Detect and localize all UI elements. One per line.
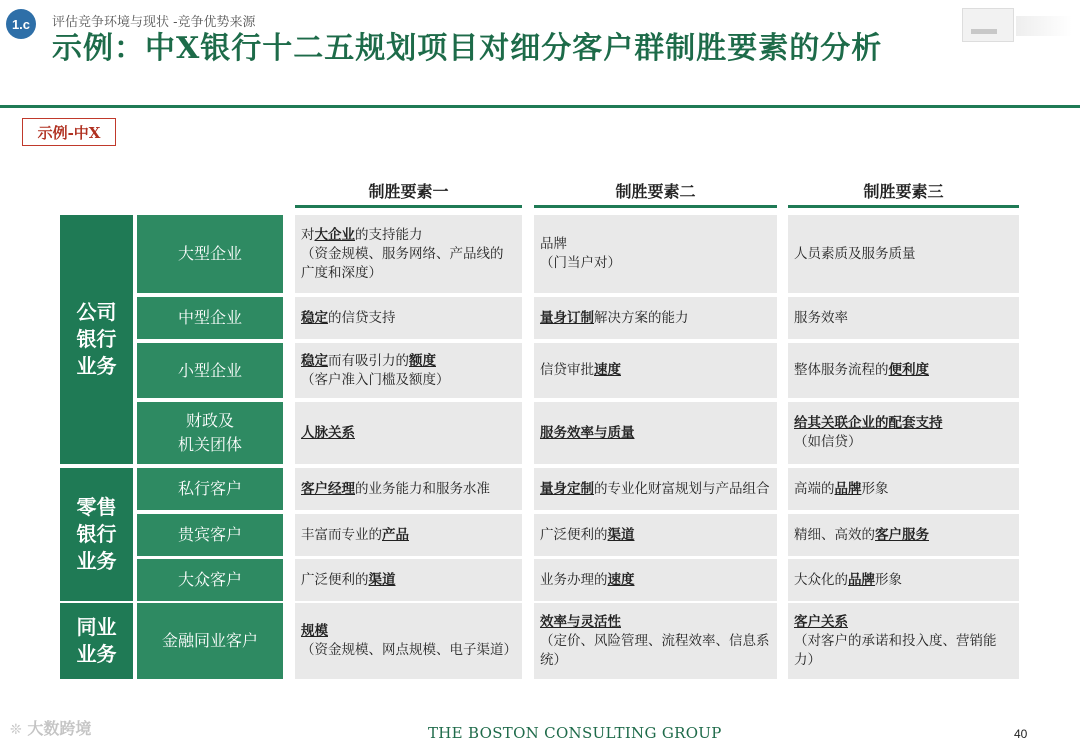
factor-cell xyxy=(295,603,522,679)
cell-text: 的信贷支持 xyxy=(328,309,396,326)
example-tag: 示例-中X xyxy=(22,118,116,146)
cell-text: 整体服务流程的 xyxy=(794,362,889,378)
detail-text: （如信贷） xyxy=(794,434,862,450)
key-term: 品牌 xyxy=(834,480,862,497)
factor-cell xyxy=(534,514,777,556)
key-term: 稳定 xyxy=(301,352,328,369)
factor-cell xyxy=(534,343,777,398)
key-term: 渠道 xyxy=(368,571,396,588)
segment-label: 大型企业 xyxy=(137,215,283,293)
detail-text: （对客户的承诺和投入度、营销能力） xyxy=(794,632,997,668)
cell-text: 品牌 xyxy=(540,236,567,252)
detail-text: （资金规模、网点规模、电子渠道） xyxy=(301,642,517,658)
key-term: 客户关系 xyxy=(794,613,848,630)
key-term: 客户经理 xyxy=(301,480,355,497)
key-term: 量身订制 xyxy=(540,309,594,326)
key-term: 大企业 xyxy=(314,226,355,243)
key-term: 服务效率与质量 xyxy=(540,424,635,441)
segment-label: 私行客户 xyxy=(137,468,283,510)
key-term: 速度 xyxy=(594,362,621,378)
key-term: 产品 xyxy=(382,526,409,543)
cell-text: 形象 xyxy=(875,571,902,588)
factor-cell xyxy=(788,215,1019,293)
segment-label: 金融同业客户 xyxy=(137,603,283,679)
cell-text: 业务办理的 xyxy=(540,571,608,588)
cell-text: 而有吸引力的 xyxy=(328,352,409,369)
key-term: 便利度 xyxy=(888,362,929,378)
segment-label: 财政及 机关团体 xyxy=(137,402,283,464)
segment-label: 中型企业 xyxy=(137,297,283,339)
factor-cell xyxy=(534,215,777,293)
cell-text: 的业务能力和服务水准 xyxy=(355,480,490,497)
key-term: 效率与灵活性 xyxy=(540,613,621,630)
cell-text: 的支持能力 xyxy=(355,226,423,243)
cell-text: 大众化的 xyxy=(794,571,848,588)
group-label: 公司 银行 业务 xyxy=(60,215,133,464)
key-term: 品牌 xyxy=(848,571,875,588)
key-term: 给其关联企业的配套支持 xyxy=(794,415,943,431)
column-header-3: 制胜要素三 xyxy=(788,176,1019,208)
detail-text: （定价、风险管理、流程效率、信息系统） xyxy=(540,632,770,668)
factor-cell xyxy=(295,215,522,293)
factor-cell xyxy=(788,603,1019,679)
detail-text: （客户准入门槛及额度） xyxy=(301,371,450,388)
cell-text: 信贷审批 xyxy=(540,362,594,378)
cell-text: 高端的 xyxy=(794,480,835,497)
cell-text: 服务效率 xyxy=(794,309,848,326)
watermark xyxy=(10,716,91,739)
factor-cell xyxy=(295,559,522,601)
company-name: THE BOSTON CONSULTING GROUP xyxy=(428,724,722,742)
factor-cell xyxy=(788,559,1019,601)
cell-text: 的专业化财富规划与产品组合 xyxy=(594,480,770,497)
cell-text: 广泛便利的 xyxy=(540,526,608,543)
key-term: 渠道 xyxy=(607,526,635,543)
factor-cell xyxy=(534,603,777,679)
factor-cell xyxy=(295,468,522,510)
column-header-1: 制胜要素一 xyxy=(295,176,522,208)
key-term: 额度 xyxy=(409,352,436,369)
factor-cell xyxy=(788,402,1019,464)
factor-cell xyxy=(534,468,777,510)
factor-cell xyxy=(788,514,1019,556)
factor-cell xyxy=(295,297,522,339)
factor-cell xyxy=(788,343,1019,398)
logo-fade xyxy=(1016,16,1072,36)
factor-cell xyxy=(295,402,522,464)
watermark-text: 大数跨境 xyxy=(27,719,92,738)
key-term: 量身定制 xyxy=(540,480,594,497)
logo-placeholder-icon xyxy=(962,8,1014,42)
group-label: 零售 银行 业务 xyxy=(60,468,133,601)
key-term: 客户服务 xyxy=(875,526,929,543)
factor-cell xyxy=(534,297,777,339)
page-title: 示例：中X银行十二五规划项目对细分客户群制胜要素的分析 xyxy=(52,31,883,66)
factor-cell xyxy=(534,402,777,464)
watermark-icon: ❊ xyxy=(10,722,22,738)
breadcrumb: 评估竞争环境与现状 -竞争优势来源 xyxy=(52,15,256,30)
segment-label: 小型企业 xyxy=(137,343,283,398)
detail-text: （门当户对） xyxy=(540,255,621,271)
factor-cell xyxy=(788,297,1019,339)
cell-text: 精细、高效的 xyxy=(794,526,875,543)
cell-text: 形象 xyxy=(861,480,889,497)
cell-text: 广泛便利的 xyxy=(301,571,369,588)
cell-text: 丰富而专业的 xyxy=(301,526,382,543)
segment-label: 贵宾客户 xyxy=(137,514,283,556)
factor-cell xyxy=(788,468,1019,510)
cell-text: 对 xyxy=(301,226,315,243)
page-number: 40 xyxy=(1014,727,1028,741)
factor-cell xyxy=(295,514,522,556)
key-term: 稳定 xyxy=(301,309,328,326)
detail-text: （资金规模、服务网络、产品线的广度和深度） xyxy=(301,245,504,281)
factor-cell xyxy=(534,559,777,601)
key-term: 速度 xyxy=(607,571,635,588)
title-divider xyxy=(0,105,1080,108)
cell-text: 人员素质及服务质量 xyxy=(794,245,916,262)
key-term: 规模 xyxy=(301,623,328,639)
group-label: 同业 业务 xyxy=(60,603,133,679)
column-header-2: 制胜要素二 xyxy=(534,176,777,208)
section-badge: 1.c xyxy=(6,9,36,39)
segment-label: 大众客户 xyxy=(137,559,283,601)
factor-cell xyxy=(295,343,522,398)
cell-text: 解决方案的能力 xyxy=(594,309,689,326)
key-term: 人脉关系 xyxy=(301,424,355,441)
